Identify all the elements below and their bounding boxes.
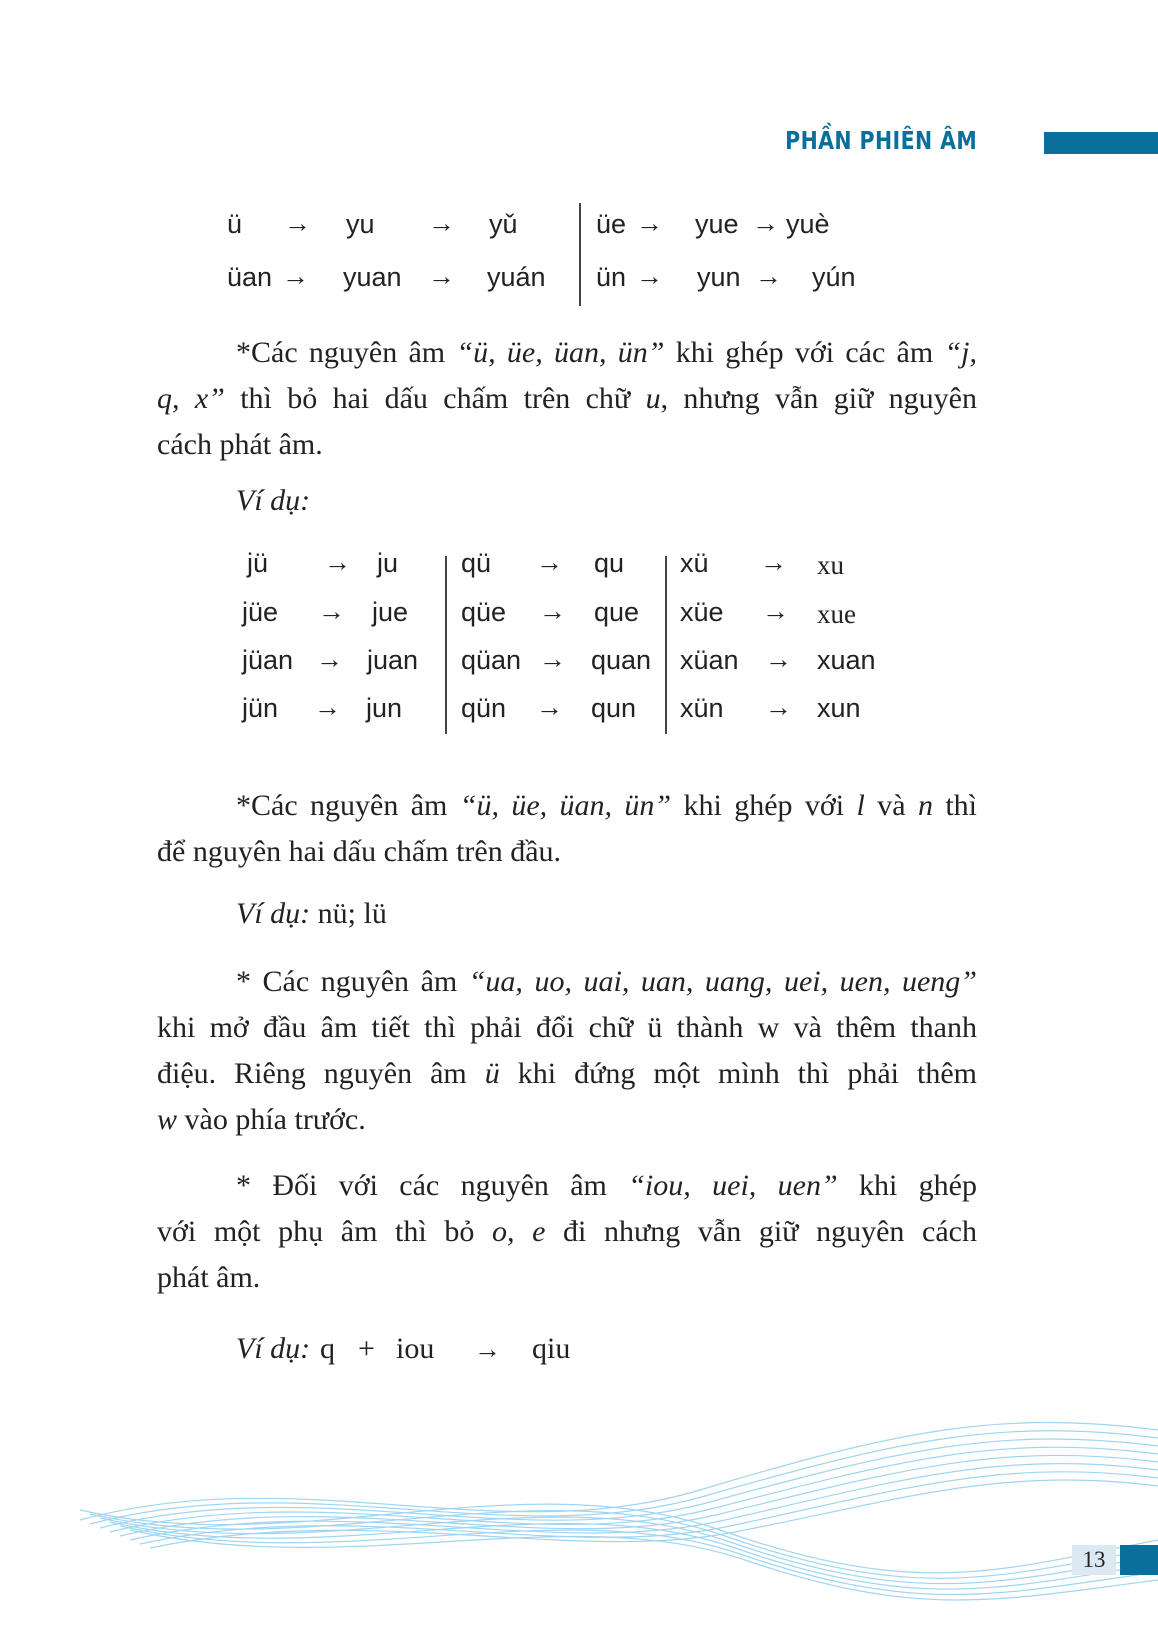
text-segment: w bbox=[157, 1103, 178, 1136]
table-cell: jun bbox=[366, 693, 403, 723]
rule-paragraph-4 bbox=[157, 1163, 977, 1301]
arrow-icon: → bbox=[765, 644, 792, 674]
header-accent-bar bbox=[1044, 132, 1158, 154]
column-divider bbox=[579, 203, 581, 306]
text-line: cách phát âm. bbox=[157, 428, 323, 461]
text-segment: “ü, üe, üan, ün” bbox=[459, 789, 672, 822]
arrow-icon: → bbox=[636, 208, 663, 238]
text-segment: n bbox=[917, 789, 933, 822]
text-segment: khi ghép với bbox=[671, 789, 857, 822]
rule-paragraph-3 bbox=[157, 959, 977, 1143]
text-line: phát âm. bbox=[157, 1261, 261, 1294]
table-cell: jue bbox=[372, 597, 409, 627]
text-segment: khi ghép với các âm bbox=[664, 336, 945, 369]
table-cell: juan bbox=[367, 645, 419, 675]
rule-paragraph-2 bbox=[157, 783, 977, 875]
table-cell: yun bbox=[697, 262, 741, 292]
example-label: Ví dụ: bbox=[236, 1332, 311, 1365]
text-segment: thì bbox=[932, 789, 977, 822]
rule-paragraph-1 bbox=[157, 330, 977, 468]
table-cell: ün bbox=[596, 262, 627, 292]
arrow-icon: → bbox=[536, 547, 563, 577]
plus-sign: + bbox=[358, 1332, 375, 1365]
text-segment: “ü, üe, üan, ün” bbox=[456, 336, 665, 369]
arrow-icon: → bbox=[762, 596, 789, 626]
table-cell: que bbox=[594, 597, 640, 627]
table-cell: xün bbox=[680, 693, 724, 723]
table-cell: yuè bbox=[786, 209, 830, 239]
example-term: iou bbox=[396, 1332, 435, 1365]
text-segment: “j, bbox=[944, 336, 978, 369]
arrow-icon: → bbox=[316, 644, 343, 674]
arrow-icon: → bbox=[324, 547, 351, 577]
page-number-accent-bar bbox=[1120, 1545, 1158, 1575]
table-cell: xuan bbox=[817, 645, 876, 675]
table-cell: qun bbox=[591, 693, 637, 723]
table-cell: yuán bbox=[487, 262, 546, 292]
text-segment: *Các nguyên âm bbox=[236, 789, 460, 822]
table-cell: jüan bbox=[242, 645, 294, 675]
table-cell: üe bbox=[596, 209, 627, 239]
arrow-icon: → bbox=[539, 644, 566, 674]
text-segment: thì bỏ hai dấu chấm trên chữ bbox=[224, 382, 646, 415]
table-cell: xu bbox=[817, 550, 844, 580]
text-segment: điệu. Riêng nguyên âm bbox=[157, 1057, 485, 1090]
example-label: Ví dụ: bbox=[236, 484, 311, 517]
arrow-icon: → bbox=[539, 596, 566, 626]
table-cell: qüe bbox=[461, 597, 507, 627]
table-cell: xüe bbox=[680, 597, 724, 627]
arrow-icon: → bbox=[765, 692, 792, 722]
table-cell: jün bbox=[242, 693, 279, 723]
text-segment: khi đứng một mình thì phải thêm bbox=[499, 1057, 977, 1090]
table-cell: üan bbox=[227, 262, 273, 292]
text-segment: “iou, uei, uen” bbox=[628, 1169, 838, 1202]
text-segment: l bbox=[856, 789, 865, 822]
text-segment: *Các nguyên âm bbox=[236, 336, 457, 369]
arrow-icon: → bbox=[636, 261, 663, 291]
text-segment: * Các nguyên âm bbox=[236, 965, 469, 998]
text-segment: o, e bbox=[491, 1215, 546, 1248]
table-cell: qü bbox=[461, 548, 492, 578]
text-segment: khi ghép bbox=[837, 1169, 978, 1202]
table-cell: qüan bbox=[461, 645, 522, 675]
table-cell: yue bbox=[695, 209, 739, 239]
section-header-title: PHẦN PHIÊN ÂM bbox=[784, 126, 977, 155]
text-segment: đi nhưng vẫn giữ nguyên cách bbox=[545, 1215, 977, 1248]
arrow-icon: → bbox=[428, 208, 455, 238]
text-segment: ü bbox=[484, 1057, 500, 1090]
example-nu-lu bbox=[236, 897, 387, 931]
arrow-icon: → bbox=[760, 547, 787, 577]
table-cell: xun bbox=[817, 693, 861, 723]
table-cell: xü bbox=[680, 548, 709, 578]
arrow-icon: → bbox=[428, 261, 455, 291]
table-cell: quan bbox=[591, 645, 652, 675]
table-cell: xue bbox=[817, 599, 856, 629]
arrow-icon: → bbox=[752, 208, 779, 238]
text-line: để nguyên hai dấu chấm trên đầu. bbox=[157, 835, 562, 868]
table-cell: jüe bbox=[242, 597, 279, 627]
table-cell: ü bbox=[227, 209, 243, 239]
table-cell: yuan bbox=[343, 262, 402, 292]
arrow-icon: → bbox=[755, 261, 782, 291]
example-result: qiu bbox=[532, 1332, 571, 1365]
arrow-icon: → bbox=[314, 692, 341, 722]
column-divider bbox=[665, 556, 667, 734]
arrow-icon: → bbox=[282, 261, 309, 291]
table-cell: xüan bbox=[680, 645, 739, 675]
table-cell: yu bbox=[346, 209, 375, 239]
text-segment: u bbox=[645, 382, 661, 415]
example-term: q bbox=[320, 1332, 335, 1365]
example-label: Ví dụ: bbox=[236, 897, 311, 930]
text-segment: “ua, uo, uai, uan, uang, uei, uen, ueng” bbox=[468, 965, 977, 998]
page-number: 13 bbox=[1082, 1547, 1106, 1572]
arrow-icon: → bbox=[284, 208, 311, 238]
text-segment: vào phía trước. bbox=[177, 1103, 366, 1136]
text-segment: và bbox=[864, 789, 918, 822]
arrow-icon: → bbox=[536, 692, 563, 722]
table-cell: qu bbox=[594, 548, 625, 578]
text-segment: * Đối với các nguyên âm bbox=[236, 1169, 629, 1202]
text-segment: q, x” bbox=[157, 382, 225, 415]
text-segment: với một phụ âm thì bỏ bbox=[157, 1215, 492, 1248]
table-cell: jü bbox=[247, 548, 269, 578]
arrow-icon: → bbox=[318, 596, 345, 626]
text-segment: , nhưng vẫn giữ nguyên bbox=[660, 382, 977, 415]
arrow-icon: → bbox=[474, 1334, 501, 1364]
table-cell: yún bbox=[812, 262, 856, 292]
text-line: khi mở đầu âm tiết thì phải đổi chữ ü thành w và thêm thanh bbox=[157, 1011, 977, 1044]
table-cell: qün bbox=[461, 693, 507, 723]
decorative-waves bbox=[0, 1400, 1158, 1646]
example-text: nü; lü bbox=[310, 897, 387, 930]
table-cell: ju bbox=[377, 548, 399, 578]
column-divider bbox=[445, 556, 447, 734]
table-cell: yǔ bbox=[489, 209, 518, 239]
